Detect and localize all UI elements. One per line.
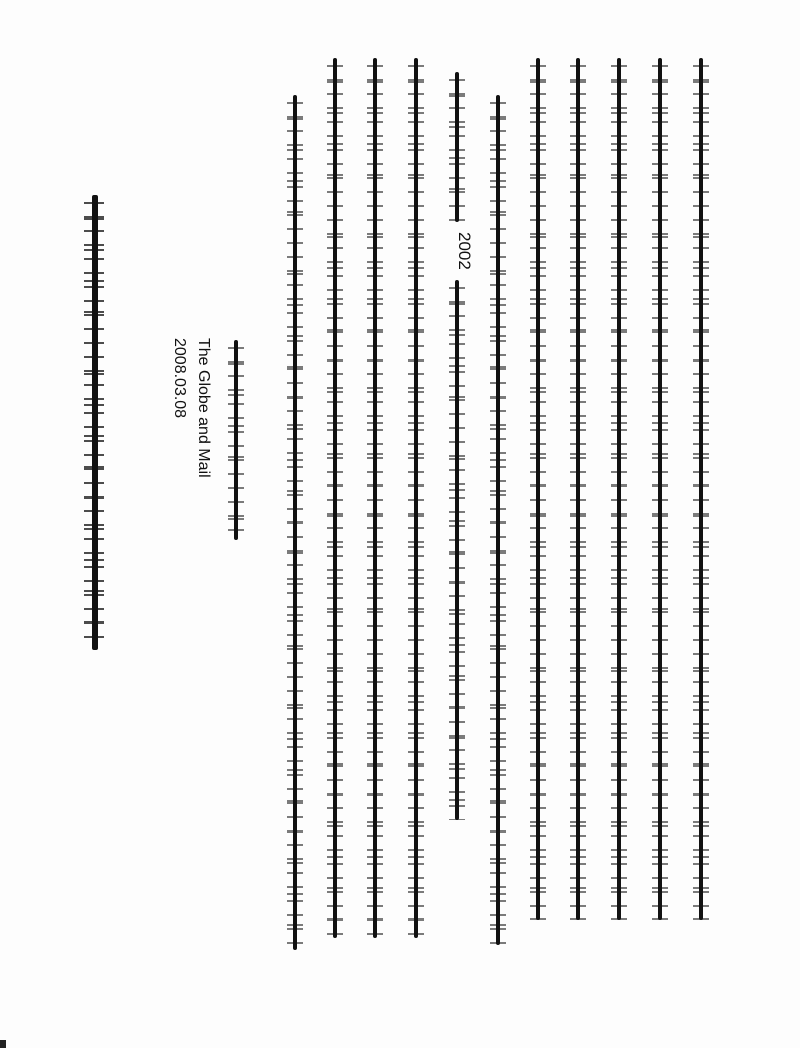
date-text: 2008.03.08 [171,338,188,419]
scan-edge-mark [0,1040,6,1048]
text-line-8 [414,58,418,938]
year-text: 2002 [455,232,474,270]
text-line-1 [699,58,703,920]
text-line-11 [293,95,297,950]
text-line-6 [496,95,500,945]
attribution-mongolian-line [234,340,238,540]
text-line-5 [536,58,540,920]
text-line-4 [576,58,580,920]
source-text: The Globe and Mail [195,338,212,478]
text-line-2 [658,58,662,920]
text-line-3 [617,58,621,920]
text-line-7b [455,280,459,820]
text-line-10 [333,58,337,938]
text-line-9 [373,58,377,938]
text-line-7a [455,72,459,222]
title-line [92,195,98,650]
